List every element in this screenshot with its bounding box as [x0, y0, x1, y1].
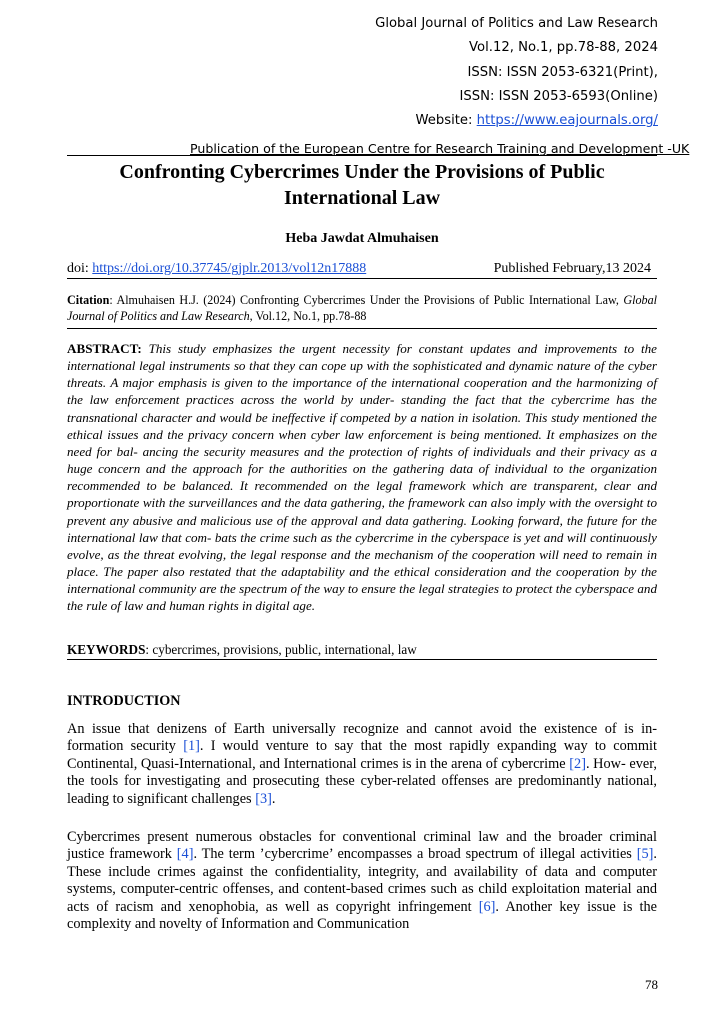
introduction-heading: INTRODUCTION [67, 693, 181, 709]
paragraph-text: . How- ever, the tools for investigating and prosecuting these cyber-related offenses are predominantly national, leading to significant challenges [67, 755, 657, 807]
paragraph-text: . [271, 790, 276, 807]
doi-label: doi: [67, 261, 93, 276]
website-line [415, 114, 658, 127]
page-number: 78 [645, 977, 658, 992]
reference-link[interactable]: [4] [176, 846, 194, 863]
keywords-divider [67, 659, 657, 660]
citation-label: Citation [67, 293, 110, 307]
intro-paragraph-1 [67, 721, 657, 808]
reference-link[interactable]: [3] [255, 790, 272, 807]
doi-row [67, 261, 657, 279]
publisher-line: Publication of the European Centre for Research Training and Development -UK [190, 141, 690, 156]
doi-divider [67, 278, 657, 279]
citation-text: : Almuhaisen H.J. (2024) Confronting Cybercrimes Under the Provisions of Public International Law, [109, 293, 624, 307]
keywords-label: KEYWORDS [67, 642, 146, 657]
abstract-label: ABSTRACT: [67, 341, 142, 356]
article-title: Confronting Cybercrimes Under the Provisions of Public International Law [119, 161, 605, 209]
citation-journal: Global Journal of Politics and Law Research [67, 293, 657, 323]
reference-link[interactable]: [5] [636, 846, 654, 863]
website-label: Website: [415, 113, 477, 128]
keywords [67, 642, 657, 658]
issn-print: ISSN: ISSN 2053-6321(Print), [467, 65, 658, 80]
citation-details: , Vol.12, No.1, pp.78-88 [249, 309, 367, 323]
paragraph-text: An issue that denizens of Earth universally recognize and cannot avoid the existence of is in- formation security [67, 721, 657, 755]
journal-name: Global Journal of Politics and Law Research [375, 16, 658, 31]
reference-link[interactable]: [1] [183, 738, 200, 755]
citation [67, 292, 657, 324]
paragraph-text: . These include crimes against the confidentiality, integrity, and availability of data and computer systems, computer-centric offenses, and content-based crimes such as child exploitation material and acts of racism and xenophobia, as well as copyright infringement [67, 846, 657, 915]
abstract-text: This study emphasizes the urgent necessity for constant updates and improvements to the international legal instruments so that they can cope up with the sophisticated and dynamic nature of the cyber threats. A major emphasis is given to the importance of the international cooperation and the harmonizing of the law enforcement practices across the world by under- standing the fact that the cybercrime has the transnational character and would be ineffective if competed by a nation in isolation. This study mentioned the ethical issues and the privacy concern when cyber law enforcement is being mentioned. It emphasizes on the need for bal- ancing the security measures and the protection of rights of individuals and their privacy as a huge concern and the approach for the authorities on the gathering data of individual to the organization recommended to be balanced. It recommended on the legal framework which are transparent, clear and proportionate with the surveillances and the data gathering, the framework can also imply with the oversight to prevent any abusive and malicious use of the approval and data gathering. Looking forward, the future for the international law that com- bats the crime such as the cybercrime in the cyberspace is yet and will continuously evolve, as the threat evolving, the legal response and the mechanism of the cooperation will need to remain in place. The paper also restated that the adaptability and the ethical consideration and the cooperation by the international community are the spectrum of the way to ensure the legal strategies to protect the cyberspace and the rule of law and human rights in digital age. [67, 341, 657, 614]
keywords-text: : cybercrimes, provisions, public, international, law [145, 642, 417, 657]
volume-info: Vol.12, No.1, pp.78-88, 2024 [469, 40, 658, 55]
reference-link[interactable]: [2] [569, 755, 586, 772]
reference-link[interactable]: [6] [478, 898, 496, 915]
paragraph-text: . Another key issue is the complexity and novelty of Information and Communication [67, 898, 657, 933]
paragraph-text: . The term ’cybercrime’ encompasses a broad spectrum of illegal activities [193, 846, 637, 863]
header-divider [67, 155, 657, 156]
paragraph-text: . I would venture to say that the most rapidly expanding way to commit Continental, Quasi-International, and International crimes is in the arena of cybercrime [67, 738, 657, 772]
intro-paragraph-2 [67, 829, 657, 933]
paragraph-text: Cybercrimes present numerous obstacles for conventional criminal law and the broader criminal justice framework [67, 829, 657, 863]
doi-link[interactable]: https://doi.org/10.37745/gjplr.2013/vol12n17888 [92, 261, 367, 276]
abstract [67, 340, 657, 615]
website-link[interactable]: https://www.eajournals.org/ [476, 113, 658, 128]
author-name: Heba Jawdat Almuhaisen [285, 231, 439, 246]
issn-online: ISSN: ISSN 2053-6593(Online) [459, 89, 658, 104]
published-date: Published February,13 2024 [493, 261, 651, 276]
citation-divider [67, 328, 657, 329]
